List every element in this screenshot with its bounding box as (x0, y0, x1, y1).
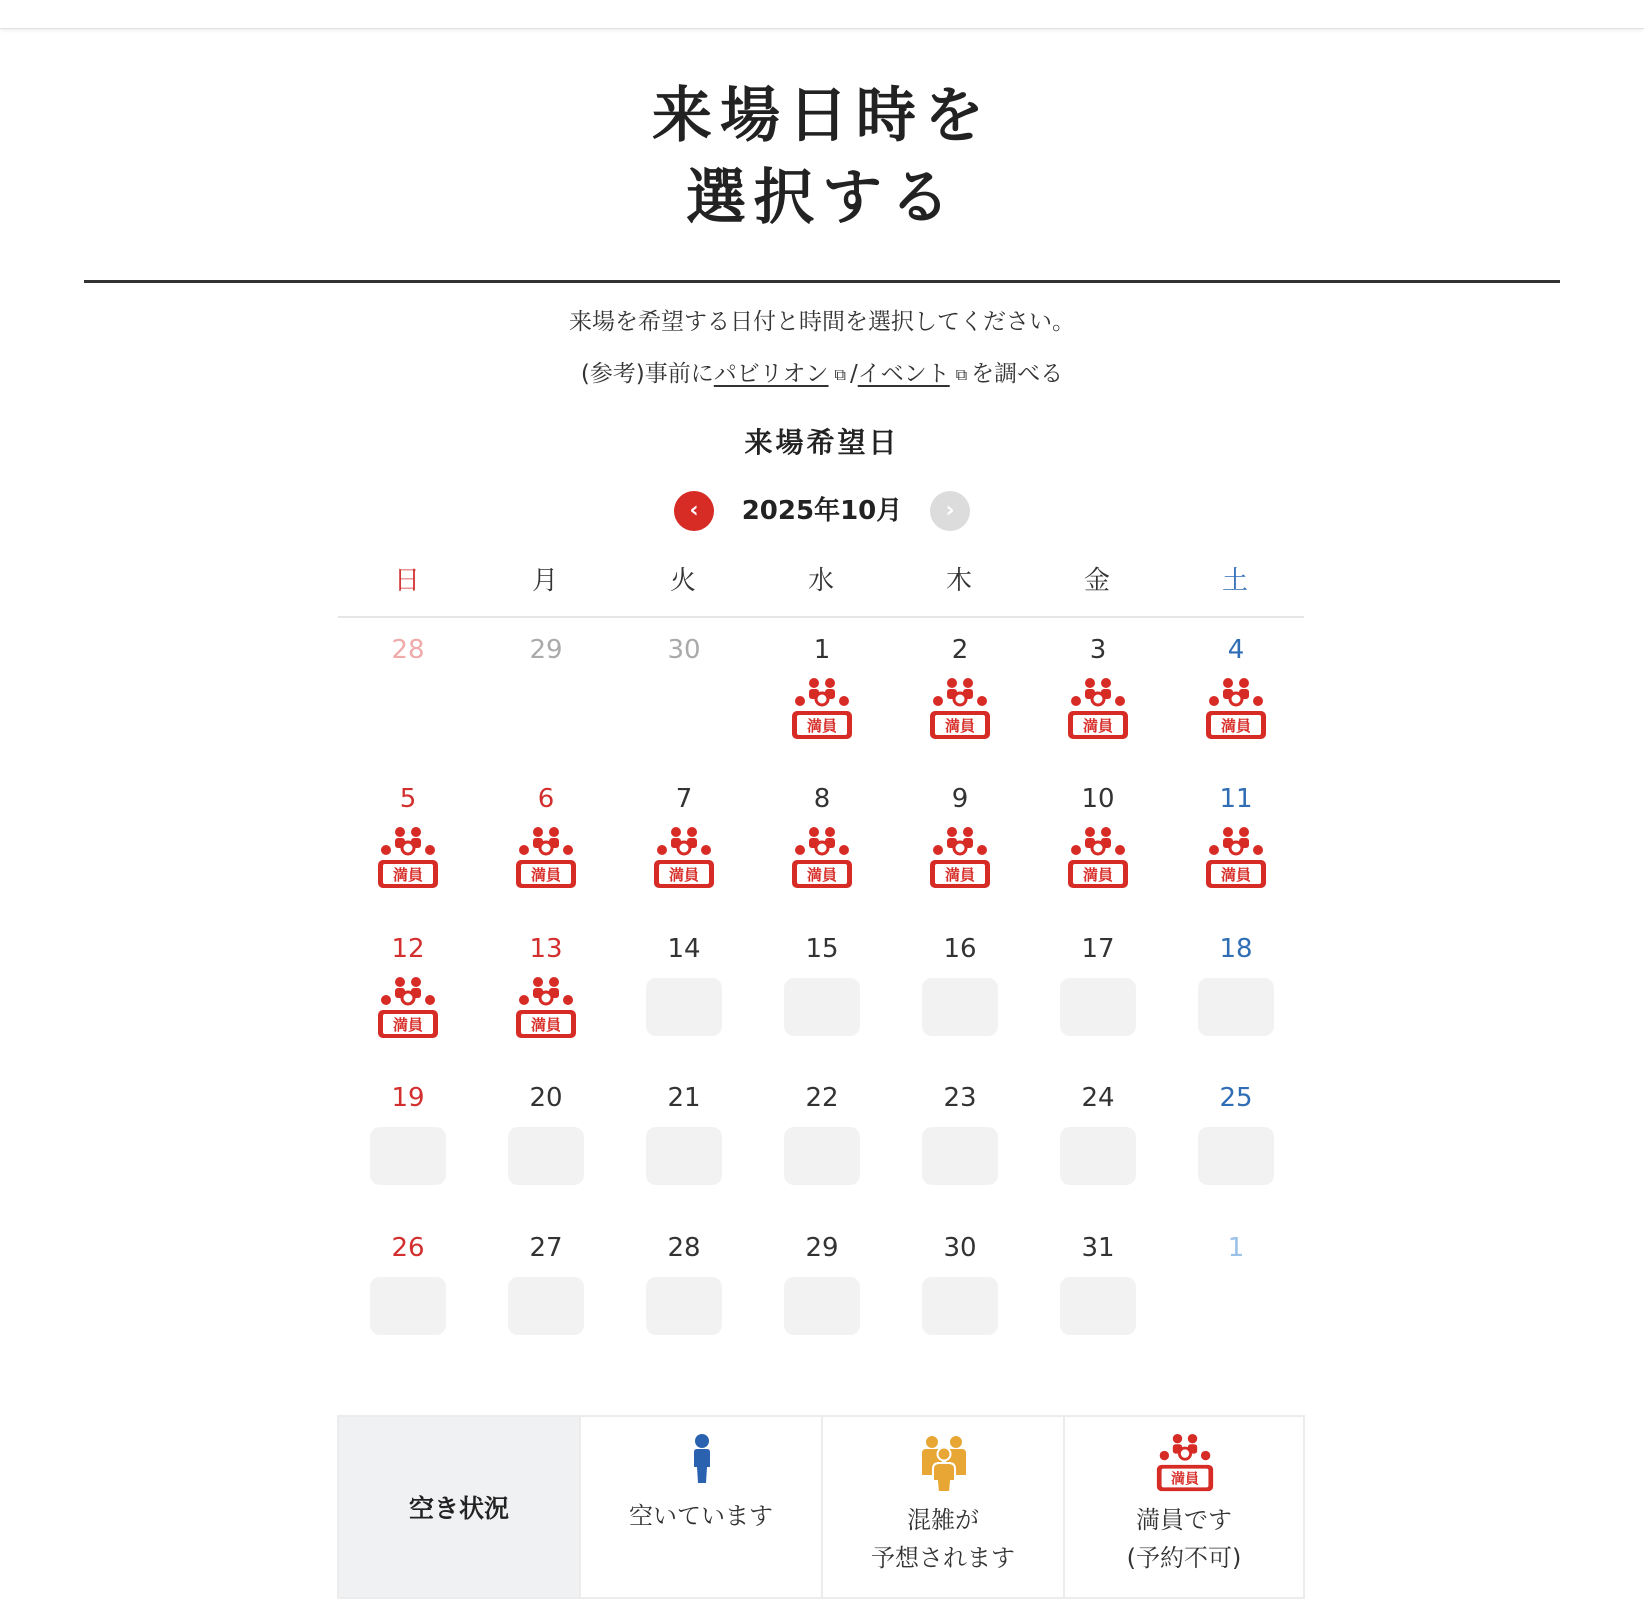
availability-slot[interactable] (784, 1127, 860, 1185)
external-link-icon: ⧉ (955, 365, 968, 384)
calendar-day: 30 (667, 635, 701, 665)
calendar-day: 7 (675, 784, 693, 814)
instruction-text: 来場を希望する日付と時間を選択してください。 (569, 309, 1075, 335)
calendar-day: 11 (1219, 784, 1253, 814)
calendar-day: 10 (1081, 784, 1115, 814)
full-badge-text: 満員 (530, 866, 562, 884)
full-crowd-icon (792, 677, 852, 741)
calendar-day[interactable]: 29 (805, 1233, 839, 1263)
top-bar (0, 0, 1644, 29)
availability-slot[interactable] (1198, 978, 1274, 1036)
availability-slot[interactable] (508, 1127, 584, 1185)
full-crowd-icon (1068, 826, 1128, 890)
calendar-day: 8 (813, 784, 831, 814)
full-badge-text: 満員 (806, 717, 838, 735)
availability-slot[interactable] (646, 978, 722, 1036)
external-link-icon: ⧉ (834, 365, 846, 384)
calendar-day: 4 (1227, 635, 1245, 665)
availability-slot[interactable] (922, 1127, 998, 1185)
legend-available (579, 1417, 821, 1597)
full-badge-text: 満員 (806, 866, 838, 884)
availability-slot[interactable] (1060, 1127, 1136, 1185)
calendar-day: 2 (951, 635, 969, 665)
weekday-wed: 水 (807, 566, 834, 596)
reference-links (0, 356, 1644, 393)
next-month-button[interactable] (930, 491, 970, 531)
weekday-thu: 木 (945, 566, 972, 596)
full-badge-text: 満員 (1170, 1471, 1200, 1488)
chevron-right-icon: › (945, 498, 955, 523)
calendar-day[interactable]: 17 (1081, 934, 1115, 964)
prev-month-button[interactable] (674, 491, 714, 531)
availability-legend (337, 1415, 1305, 1599)
full-crowd-icon (792, 826, 852, 890)
calendar-day[interactable]: 16 (943, 934, 977, 964)
full-crowd-icon (378, 826, 438, 890)
availability-slot[interactable] (370, 1127, 446, 1185)
legend-full-label-2: (予約不可) (1126, 1544, 1242, 1572)
legend-full (1063, 1417, 1303, 1597)
month-label: 2025年10月 (741, 496, 903, 526)
crowd-crowded-icon (916, 1435, 972, 1493)
full-badge-text: 満員 (1082, 717, 1114, 735)
chevron-left-icon: ‹ (689, 498, 699, 523)
calendar-day[interactable]: 23 (943, 1083, 977, 1113)
legend-heading: 空き状況 (339, 1417, 579, 1597)
availability-slot[interactable] (922, 978, 998, 1036)
full-badge-text: 満員 (944, 717, 976, 735)
page-title-line1: 来場日時を (652, 81, 992, 151)
calendar-day[interactable]: 18 (1219, 934, 1253, 964)
calendar-day[interactable]: 26 (391, 1233, 425, 1263)
calendar-day[interactable]: 25 (1219, 1083, 1253, 1113)
calendar-day: 1 (1227, 1233, 1245, 1263)
full-crowd-icon (378, 976, 438, 1040)
weekday-mon: 月 (531, 566, 558, 596)
weekday-sun: 日 (393, 566, 420, 596)
calendar-day[interactable]: 24 (1081, 1083, 1115, 1113)
calendar-day: 13 (529, 934, 563, 964)
calendar-day[interactable]: 30 (943, 1233, 977, 1263)
weekday-fri: 金 (1083, 566, 1110, 596)
full-crowd-icon (930, 826, 990, 890)
full-crowd-icon (516, 826, 576, 890)
full-crowd-icon (1206, 826, 1266, 890)
full-crowd-icon (1155, 1433, 1215, 1493)
availability-slot[interactable] (1198, 1127, 1274, 1185)
full-badge-text: 満員 (944, 866, 976, 884)
calendar-day[interactable]: 31 (1081, 1233, 1115, 1263)
calendar-day: 9 (951, 784, 969, 814)
legend-crowded (821, 1417, 1063, 1597)
calendar-day[interactable]: 15 (805, 934, 839, 964)
link-separator: / (849, 361, 858, 387)
weekday-sat: 土 (1221, 566, 1248, 596)
weekday-header (338, 560, 1304, 618)
full-badge-text: 満員 (392, 1016, 424, 1034)
full-badge-text: 満員 (392, 866, 424, 884)
full-crowd-icon (1206, 677, 1266, 741)
event-link[interactable]: イベント (857, 361, 950, 387)
calendar-day[interactable]: 19 (391, 1083, 425, 1113)
calendar-day[interactable]: 22 (805, 1083, 839, 1113)
calendar-day: 6 (537, 784, 555, 814)
availability-slot[interactable] (646, 1127, 722, 1185)
title-divider (84, 280, 1560, 283)
availability-slot[interactable] (508, 1277, 584, 1335)
visit-date-heading: 来場希望日 (744, 426, 900, 459)
pavilion-link[interactable]: パビリオン (713, 361, 829, 387)
availability-slot[interactable] (1060, 978, 1136, 1036)
reference-suffix: を調べる (971, 361, 1064, 387)
availability-slot[interactable] (922, 1277, 998, 1335)
calendar-day[interactable]: 20 (529, 1083, 563, 1113)
calendar-day[interactable]: 21 (667, 1083, 701, 1113)
availability-slot[interactable] (1060, 1277, 1136, 1335)
reference-prefix: (参考)事前に (580, 361, 714, 387)
full-badge-text: 満員 (1220, 717, 1252, 735)
legend-crowded-label-1: 混雑が (907, 1506, 979, 1534)
full-badge-text: 満員 (668, 866, 700, 884)
full-badge-text: 満員 (1220, 866, 1252, 884)
full-crowd-icon (654, 826, 714, 890)
availability-slot[interactable] (370, 1277, 446, 1335)
full-crowd-icon (1068, 677, 1128, 741)
page-title-line2: 選択する (686, 163, 958, 233)
legend-crowded-label-2: 予想されます (871, 1544, 1015, 1572)
full-crowd-icon (930, 677, 990, 741)
weekday-tue: 火 (669, 566, 696, 596)
availability-slot[interactable] (646, 1277, 722, 1335)
calendar-day: 28 (391, 635, 425, 665)
availability-slot[interactable] (784, 1277, 860, 1335)
person-available-icon (688, 1433, 716, 1485)
legend-full-label-1: 満員です (1136, 1506, 1232, 1534)
calendar-day: 3 (1089, 635, 1107, 665)
full-badge-text: 満員 (530, 1016, 562, 1034)
calendar-day[interactable]: 28 (667, 1233, 701, 1263)
calendar-day: 29 (529, 635, 563, 665)
calendar-day: 5 (399, 784, 417, 814)
calendar-day: 12 (391, 934, 425, 964)
calendar-day[interactable]: 14 (667, 934, 701, 964)
full-badge-text: 満員 (1082, 866, 1114, 884)
calendar-day[interactable]: 27 (529, 1233, 563, 1263)
availability-slot[interactable] (784, 978, 860, 1036)
full-crowd-icon (516, 976, 576, 1040)
calendar-day: 1 (813, 635, 831, 665)
legend-available-label: 空いています (629, 1502, 773, 1530)
